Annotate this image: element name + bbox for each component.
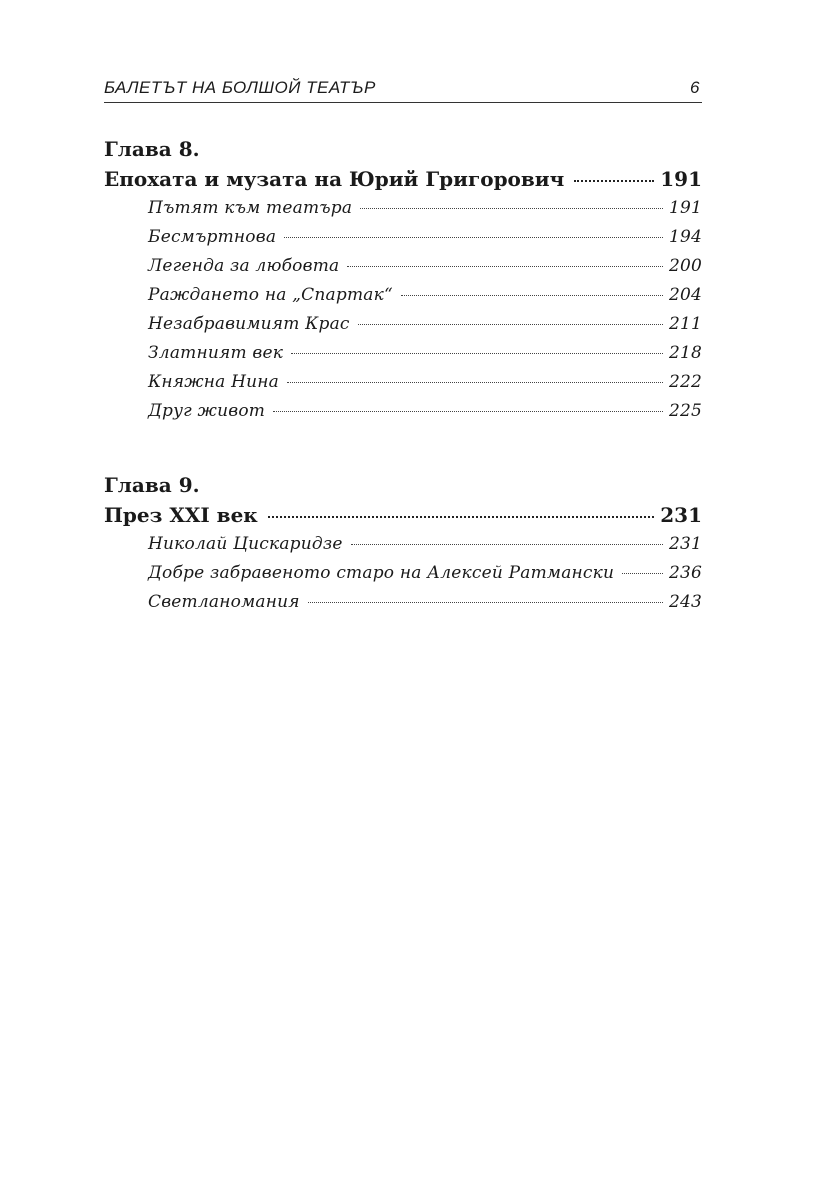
chapter-page-ref: 231 xyxy=(660,503,702,527)
entry-page-ref: 231 xyxy=(668,534,702,554)
toc-entry xyxy=(148,281,702,310)
entry-title: Бесмъртнова xyxy=(148,227,277,247)
dot-leader xyxy=(287,382,663,383)
entry-page-ref: 194 xyxy=(668,227,702,247)
entry-page-ref: 204 xyxy=(668,285,702,305)
toc-entry xyxy=(148,397,702,426)
toc-entries xyxy=(148,194,702,426)
entry-title: Княжна Нина xyxy=(148,372,279,392)
dot-leader xyxy=(622,573,663,574)
chapter-8 xyxy=(104,135,702,426)
toc-entry xyxy=(148,252,702,281)
toc-entries xyxy=(148,530,702,617)
chapter-title: През XXI век xyxy=(104,503,258,527)
book-title: БАЛЕТЪТ НА БОЛШОЙ ТЕАТЪР xyxy=(104,78,376,97)
entry-page-ref: 200 xyxy=(668,256,702,276)
dot-leader xyxy=(347,266,663,267)
entry-title: Николай Цискаридзе xyxy=(148,534,343,554)
entry-page-ref: 236 xyxy=(668,563,702,583)
entry-title: Раждането на „Спартак“ xyxy=(148,285,393,305)
dot-leader xyxy=(284,237,663,238)
entry-page-ref: 218 xyxy=(668,343,702,363)
dot-leader xyxy=(273,411,663,412)
dot-leader xyxy=(308,602,663,603)
entry-title: Пътят към театъра xyxy=(148,198,353,218)
entry-title: Легенда за любовта xyxy=(148,256,340,276)
entry-page-ref: 243 xyxy=(668,592,702,612)
chapter-title-row xyxy=(104,164,702,194)
entry-title: Светланомания xyxy=(148,592,300,612)
running-header xyxy=(104,76,702,103)
dot-leader xyxy=(268,516,655,518)
chapter-title-row xyxy=(104,500,702,530)
entry-page-ref: 225 xyxy=(668,401,702,421)
entry-title: Добре забравеното старо на Алексей Ратмански xyxy=(148,563,615,583)
chapter-number: Глава 8. xyxy=(104,137,200,161)
toc-entry xyxy=(148,368,702,397)
dot-leader xyxy=(291,353,663,354)
dot-leader xyxy=(358,324,663,325)
dot-leader xyxy=(401,295,663,296)
toc-entry xyxy=(148,530,702,559)
chapter-9 xyxy=(104,471,702,617)
toc-entry xyxy=(148,339,702,368)
entry-title: Друг живот xyxy=(148,401,266,421)
dot-leader xyxy=(574,180,654,182)
toc-entry xyxy=(148,559,702,588)
page-number: 6 xyxy=(690,78,700,97)
toc-entry xyxy=(148,194,702,223)
entry-page-ref: 222 xyxy=(668,372,702,392)
entry-title: Незабравимият Крас xyxy=(148,314,350,334)
chapter-page-ref: 191 xyxy=(660,167,702,191)
chapter-title: Епохата и музата на Юрий Григорович xyxy=(104,167,565,191)
entry-page-ref: 211 xyxy=(668,314,702,334)
dot-leader xyxy=(360,208,663,209)
dot-leader xyxy=(351,544,663,545)
toc-entry xyxy=(148,223,702,252)
toc-entry xyxy=(148,588,702,617)
entry-title: Златният век xyxy=(148,343,284,363)
entry-page-ref: 191 xyxy=(668,198,702,218)
toc-entry xyxy=(148,310,702,339)
chapter-number: Глава 9. xyxy=(104,473,200,497)
